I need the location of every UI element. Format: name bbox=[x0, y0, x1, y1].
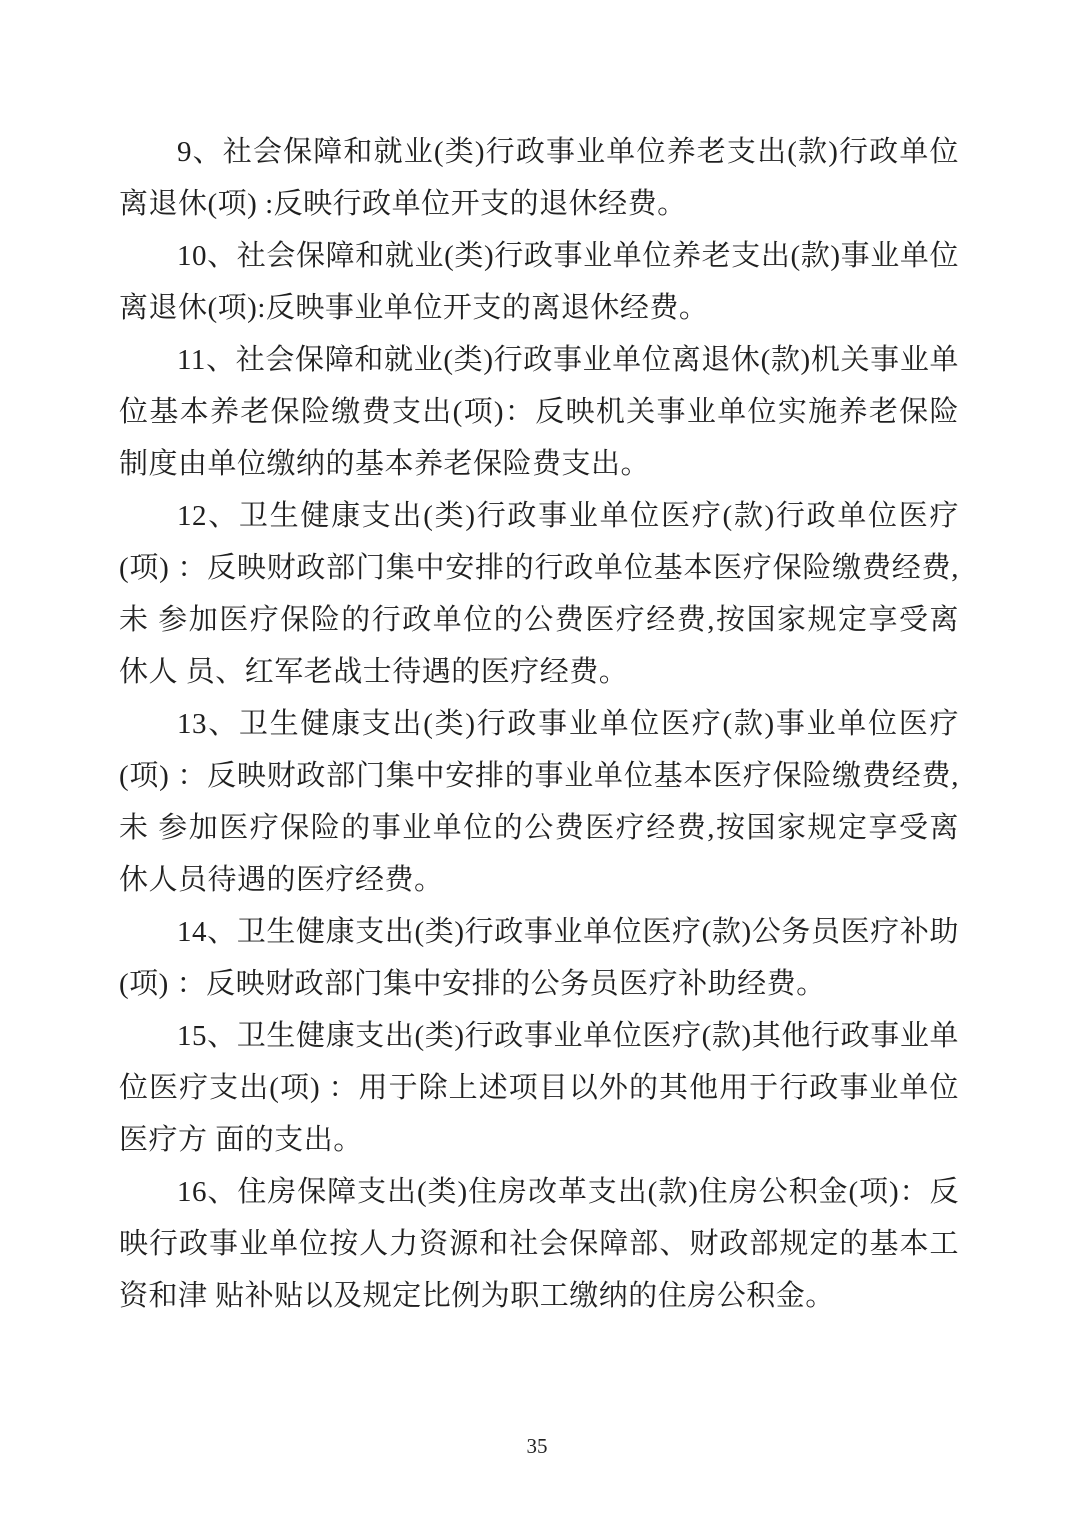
paragraph-item-11: 11、社会保障和就业(类)行政事业单位离退休(款)机关事业单位基本养老保险缴费支出(项)：反映机关事业单位实施养老保险制度由单位缴纳的基本养老保险费支出。 bbox=[119, 344, 959, 480]
paragraph-item-14: 14、卫生健康支出(类)行政事业单位医疗(款)公务员医疗补助(项) ：反映财政部门集中安排的公务员医疗补助经费。 bbox=[119, 916, 959, 1000]
paragraph-item-13: 13、卫生健康支出(类)行政事业单位医疗(款)事业单位医疗(项) ：反映财政部门集中安排的事业单位基本医疗保险缴费经费,未 参加医疗保险的事业单位的公费医疗经费,按国家规定享受离休人员待遇的医疗经费。 bbox=[119, 708, 959, 896]
paragraph-item-16: 16、住房保障支出(类)住房改革支出(款)住房公积金(项)：反映行政事业单位按人力资源和社会保障部、财政部规定的基本工资和津 贴补贴以及规定比例为职工缴纳的住房公积金。 bbox=[119, 1176, 959, 1312]
paragraph-item-9: 9、社会保障和就业(类)行政事业单位养老支出(款)行政单位离退休(项) :反映行政单位开支的退休经费。 bbox=[119, 136, 959, 220]
paragraph-item-15: 15、卫生健康支出(类)行政事业单位医疗(款)其他行政事业单位医疗支出(项) ：用于除上述项目以外的其他用于行政事业单位医疗方 面的支出。 bbox=[119, 1020, 959, 1156]
body-text bbox=[119, 126, 959, 1322]
paragraph-item-10: 10、社会保障和就业(类)行政事业单位养老支出(款)事业单位离退休(项):反映事业单位开支的离退休经费。 bbox=[119, 240, 959, 324]
paragraph-item-12: 12、卫生健康支出(类)行政事业单位医疗(款)行政单位医疗(项) ：反映财政部门集中安排的行政单位基本医疗保险缴费经费,未 参加医疗保险的行政单位的公费医疗经费,按国家规定享受离休人 员、红军老战士待遇的医疗经费。 bbox=[119, 500, 959, 688]
page-number: 35 bbox=[526, 1434, 548, 1458]
